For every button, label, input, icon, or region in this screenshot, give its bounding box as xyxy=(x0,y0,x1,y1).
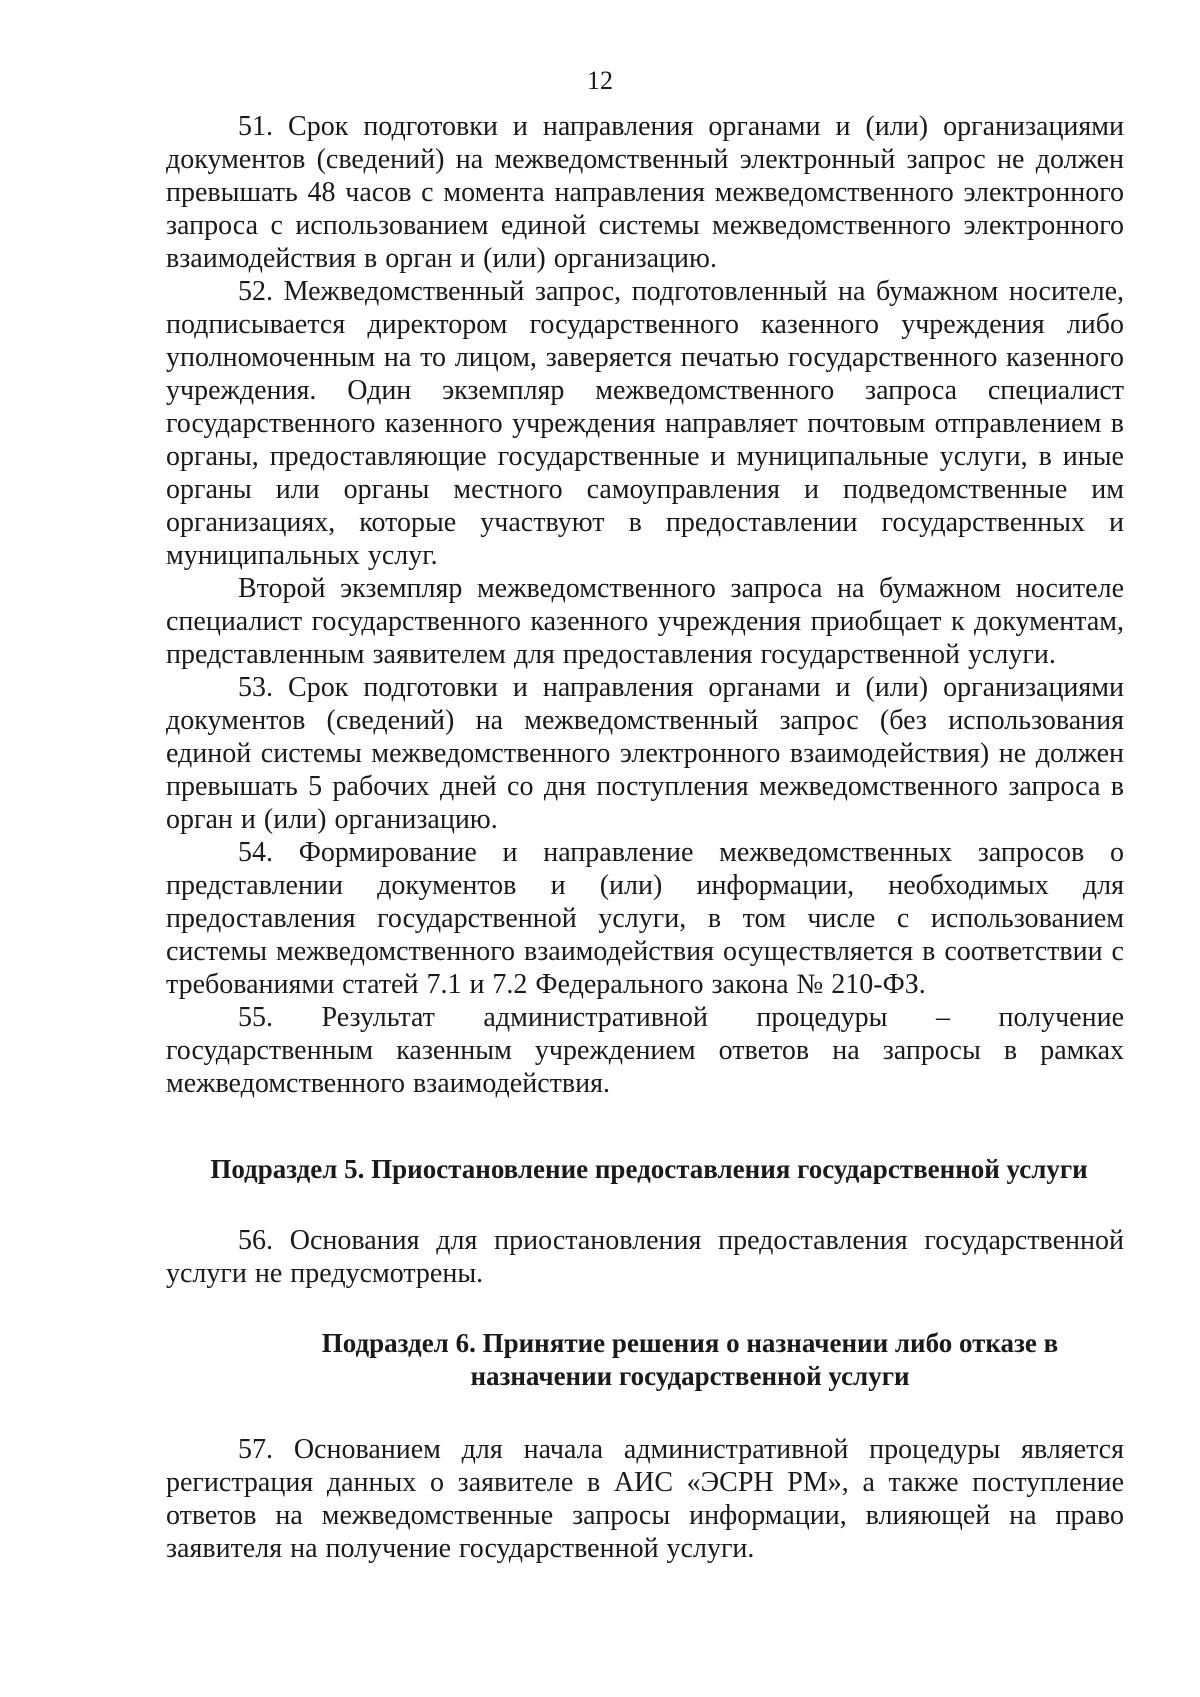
paragraph-57: 57. Основанием для начала административной процедуры является регистрация данных о заявителе в АИС «ЭСРН РМ», а также поступление ответов на межведомственные запросы информации, влияющей на право заявителя на получение государственной услуги. xyxy=(166,1434,1124,1564)
subsection-6-heading: Подраздел 6. Принятие решения о назначении либо отказе в назначении государственной услуги xyxy=(321,1328,1059,1391)
paragraph-55: 55. Результат административной процедуры – получение государственным казенным учреждением ответов на запросы в рамках межведомственного взаимодействия. xyxy=(166,1002,1124,1099)
paragraph-51: 51. Срок подготовки и направления органами и (или) организациями документов (сведений) на межведомственный электронный запрос не должен превышать 48 часов с момента направления межведомственного электронного запроса с использованием единой системы межведомственного электронного взаимодействия в орган и (или) организацию. xyxy=(166,111,1124,274)
paragraph-52: 52. Межведомственный запрос, подготовленный на бумажном носителе, подписывается директором государственного казенного учреждения либо уполномоченным на то лицом, заверяется печатью государственного казенного учреждения. Один экземпляр межведомственного запроса специалист государственного казенного учреждения направляет почтовым отправлением в органы, предоставляющие государственные и муниципальные услуги, в иные органы или органы местного самоуправления и подведомственные им организациях, которые участвуют в предоставлении государственных и муниципальных услуг. xyxy=(166,276,1124,571)
document-body xyxy=(166,110,1124,1565)
page-number: 12 xyxy=(587,66,613,95)
paragraph-56: 56. Основания для приостановления предоставления государственной услуги не предусмотрены. xyxy=(166,1225,1124,1289)
paragraph-54: 54. Формирование и направление межведомственных запросов о представлении документов и (или) информации, необходимых для предоставления государственной услуги, в том числе с использованием системы межведомственного взаимодействия осуществляется в соответствии с требованиями статей 7.1 и 7.2 Федерального закона № 210-ФЗ. xyxy=(166,837,1124,1000)
subsection-5-heading: Подраздел 5. Приостановление предоставления государственной услуги xyxy=(210,1154,1088,1184)
paragraph-52-second-copy: Второй экземпляр межведомственного запроса на бумажном носителе специалист государственного казенного учреждения приобщает к документам, представленным заявителем для предоставления государственной услуги. xyxy=(166,573,1124,670)
paragraph-53: 53. Срок подготовки и направления органами и (или) организациями документов (сведений) на межведомственный запрос (без использования единой системы межведомственного электронного взаимодействия) не должен превышать 5 рабочих дней со дня поступления межведомственного запроса в орган и (или) организацию. xyxy=(166,672,1124,835)
